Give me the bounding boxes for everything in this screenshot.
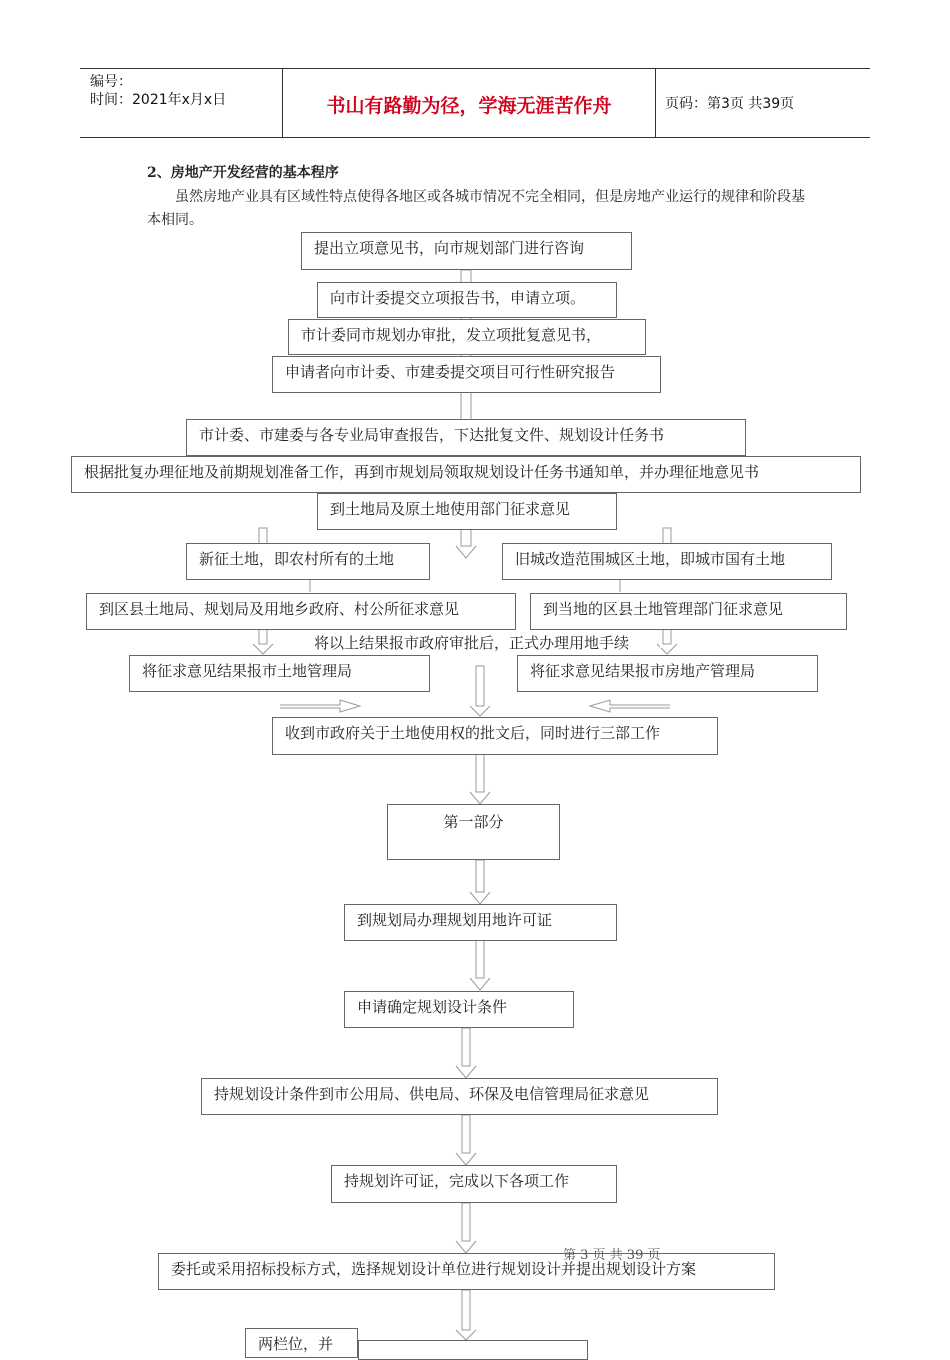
flow-step: 向市计委提交立项报告书，申请立项。	[317, 282, 617, 318]
step-arrow	[462, 1290, 470, 1330]
flow-step: 到规划局办理规划用地许可证	[344, 904, 617, 941]
intro-paragraph: 虽然房地产业具有区域性特点使得各地区或各城市情况不完全相同，但是房地产业运行的规律和阶段基本相同。	[147, 189, 805, 228]
flow-step: 市计委同市规划办审批，发立项批复意见书，	[288, 319, 646, 355]
flow-step: 根据批复办理征地及前期规划准备工作，再到市规划局领取规划设计任务书通知单，并办理征地意见书	[71, 456, 861, 493]
center-arrow	[476, 666, 484, 706]
footer-fragment	[563, 1244, 660, 1253]
right-branch-arrow	[663, 528, 671, 544]
flow-step: 市计委、市建委与各专业局审查报告，下达批复文件、规划设计任务书	[186, 419, 746, 456]
flow-step-partial	[358, 1340, 588, 1360]
section-title: 2、房地产开发经营的基本程序	[147, 165, 339, 181]
step-arrow	[476, 940, 484, 978]
flow-step: 提出立项意见书，向市规划部门进行咨询	[301, 232, 632, 270]
main-spine-head	[456, 546, 476, 558]
flow-step-center: 将以上结果报市政府审批后，正式办理用地手续	[301, 630, 661, 660]
step-arrow	[476, 860, 484, 892]
flow-step-partial: 两栏位，并	[245, 1328, 358, 1358]
flow-step-left: 到区县土地局、规划局及用地乡政府、村公所征求意见	[86, 593, 516, 630]
flow-step-right: 到当地的区县土地管理部门征求意见	[530, 593, 847, 630]
flow-step-left: 将征求意见结果报市土地管理局	[129, 655, 430, 692]
flow-step: 委托或采用招标投标方式，选择规划设计单位进行规划设计并提出规划设计方案	[158, 1253, 775, 1290]
flow-step-left: 新征土地，即农村所有的土地	[186, 543, 430, 580]
flow-step: 持规划设计条件到市公用局、供电局、环保及电信管理局征求意见	[201, 1078, 718, 1115]
document-number: 编号：	[90, 74, 132, 90]
flow-step-right: 旧城改造范围城区土地，即城市国有土地	[502, 543, 832, 580]
step-arrow	[476, 754, 484, 792]
step-arrow	[462, 1203, 470, 1241]
flow-step-right: 将征求意见结果报市房地产管理局	[517, 655, 818, 692]
return-arrow-left	[280, 700, 360, 712]
step-arrow	[462, 1115, 470, 1153]
flow-step: 持规划许可证，完成以下各项工作	[331, 1165, 617, 1203]
flow-step: 申请者向市计委、市建委提交项目可行性研究报告	[272, 356, 661, 393]
flow-step-part: 第一部分	[387, 804, 560, 860]
header-motto: 书山有路勤为径，学海无涯苦作舟	[326, 95, 612, 117]
step-arrow	[462, 1028, 470, 1066]
flow-step: 申请确定规划设计条件	[344, 991, 574, 1028]
flow-step: 到土地局及原土地使用部门征求意见	[317, 493, 617, 530]
document-time: 时间：2021年x月x日	[90, 92, 227, 108]
flow-step: 收到市政府关于土地使用权的批文后，同时进行三部工作	[272, 717, 718, 755]
page-number: 页码：第3页 共39页	[665, 96, 795, 112]
return-arrow-right	[590, 700, 670, 712]
left-branch-arrow	[259, 528, 267, 544]
